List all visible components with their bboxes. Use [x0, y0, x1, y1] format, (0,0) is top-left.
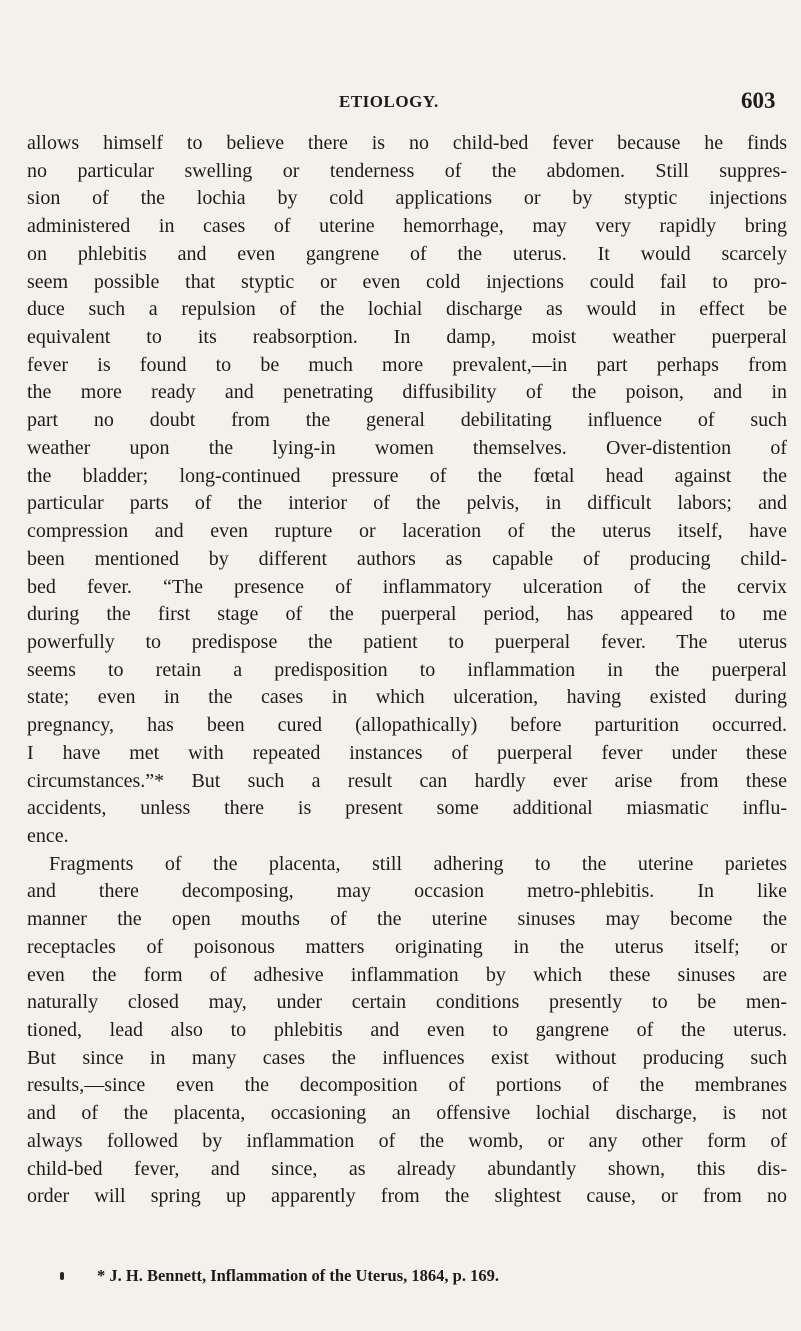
text-line: always followed by inflammation of the womb, or any other form of: [27, 1129, 787, 1152]
text-line: and of the placenta, occasioning an offensive lochial discharge, is not: [27, 1102, 787, 1125]
text-line: tioned, lead also to phlebitis and even to gangrene of the uterus.: [27, 1019, 787, 1041]
text-line: compression and even rupture or laceration of the uterus itself, have: [27, 520, 787, 543]
text-line: the bladder; long-continued pressure of the fœtal head against the: [27, 464, 787, 487]
text-line: ence.: [27, 824, 69, 847]
page-number: 603: [741, 88, 776, 113]
text-line: been mentioned by different authors as capable of producing child-: [27, 547, 787, 570]
text-line: fever is found to be much more prevalent,—in part perhaps from: [27, 353, 787, 376]
text-line: even the form of adhesive inflammation by which these sinuses are: [27, 963, 787, 986]
text-line: Fragments of the placenta, still adhering to the uterine parietes: [49, 852, 787, 875]
text-line: during the first stage of the puerperal period, has appeared to me: [27, 603, 787, 626]
text-line: duce such a repulsion of the lochial discharge as would in effect be: [27, 298, 787, 321]
text-line: receptacles of poisonous matters originating in the uterus itself; or: [27, 935, 787, 958]
text-line: the more ready and penetrating diffusibility of the poison, and in: [27, 381, 787, 404]
margin-dot: [60, 1272, 64, 1280]
text-line: seems to retain a predisposition to inflammation in the puerperal: [27, 658, 787, 681]
text-line: particular parts of the interior of the pelvis, in difficult labors; and: [27, 492, 787, 515]
text-line: bed fever. “The presence of inflammatory ulceration of the cervix: [27, 575, 787, 598]
text-line: state; even in the cases in which ulceration, having existed during: [27, 686, 787, 709]
text-line: seem possible that styptic or even cold injections could fail to pro-: [27, 270, 787, 293]
text-line: manner the open mouths of the uterine sinuses may become the: [27, 908, 787, 931]
text-line: naturally closed may, under certain conditions presently to be men-: [27, 991, 787, 1014]
text-line: sion of the lochia by cold applications or by styptic injections: [27, 187, 787, 210]
text-line: powerfully to predispose the patient to puerperal fever. The uterus: [27, 630, 787, 653]
text-line: order will spring up apparently from the slightest cause, or from no: [27, 1185, 787, 1208]
text-line: circumstances.”* But such a result can hardly ever arise from these: [27, 769, 787, 792]
text-line: equivalent to its reabsorption. In damp, moist weather puerperal: [27, 326, 787, 349]
text-line: But since in many cases the influences exist without producing such: [27, 1046, 787, 1069]
text-line: pregnancy, has been cured (allopathically) before parturition occurred.: [27, 714, 787, 737]
body-text: [27, 130, 787, 1211]
text-line: and there decomposing, may occasion metro-phlebitis. In like: [27, 880, 787, 903]
text-line: child-bed fever, and since, as already abundantly shown, this dis-: [27, 1157, 787, 1180]
text-line: weather upon the lying-in women themselves. Over-distention of: [27, 436, 787, 459]
text-line: results,—since even the decomposition of portions of the membranes: [27, 1074, 787, 1097]
text-line: no particular swelling or tenderness of the abdomen. Still suppres-: [27, 159, 787, 182]
text-line: part no doubt from the general debilitating influence of such: [27, 409, 787, 432]
running-head: [0, 90, 801, 130]
text-line: administered in cases of uterine hemorrhage, may very rapidly bring: [27, 215, 787, 238]
text-line: on phlebitis and even gangrene of the uterus. It would scarcely: [27, 242, 787, 265]
footnote: * J. H. Bennett, Inflammation of the Uterus, 1864, p. 169.: [97, 1266, 499, 1285]
text-line: accidents, unless there is present some additional miasmatic influ-: [27, 797, 787, 820]
text-line: allows himself to believe there is no child-bed fever because he finds: [27, 132, 787, 154]
text-line: I have met with repeated instances of puerperal fever under these: [27, 741, 787, 764]
running-title: ETIOLOGY.: [339, 92, 439, 111]
